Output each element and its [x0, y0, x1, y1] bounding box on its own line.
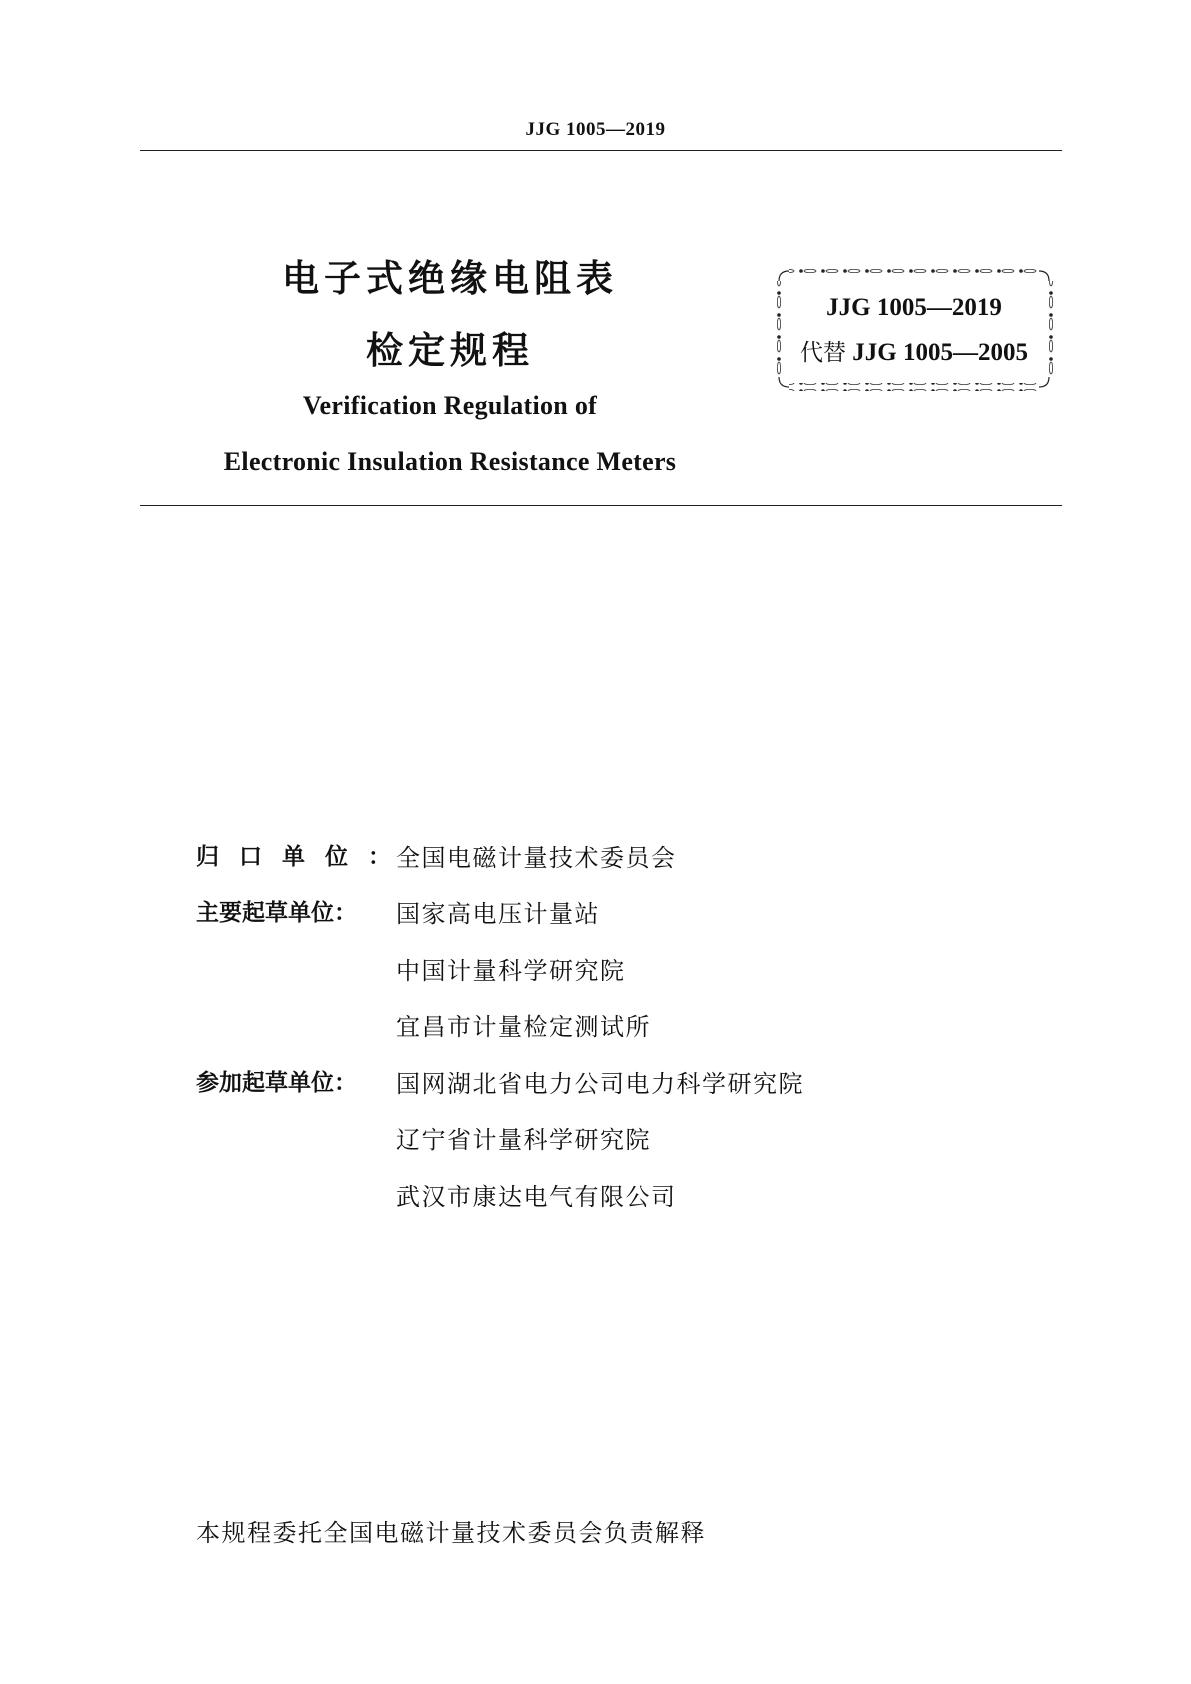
replace-prefix: 代替 — [800, 340, 847, 366]
interpretation-note: 本规程委托全国电磁计量技术委员会负责解释 — [196, 1519, 706, 1547]
main-drafting-unit-label: 主要起草单位： — [196, 900, 357, 926]
title-divider — [140, 505, 1062, 506]
decorative-dotted-frame — [775, 267, 1053, 391]
title-english-line-1: Verification Regulation of — [302, 391, 598, 420]
responsible-unit-value: 全国电磁计量技术委员会 — [396, 844, 677, 872]
title-english-line-2: Electronic Insulation Resistance Meters — [223, 447, 677, 476]
title-chinese-line-2: 检定规程 — [366, 329, 534, 372]
header-divider — [140, 150, 1062, 151]
replaced-standard — [775, 334, 1053, 367]
header-standard-code: JJG 1005—2019 — [525, 119, 666, 140]
responsible-unit-label: 归口单位： — [196, 844, 391, 870]
participating-drafting-unit-label: 参加起草单位： — [196, 1070, 357, 1096]
main-drafting-unit: 中国计量科学研究院 — [396, 957, 626, 985]
participating-drafting-unit: 武汉市康达电气有限公司 — [396, 1183, 677, 1211]
participating-drafting-unit: 国网湖北省电力公司电力科学研究院 — [396, 1070, 804, 1098]
standard-code: JJG 1005—2019 — [826, 294, 1002, 321]
main-drafting-unit: 国家高电压计量站 — [396, 900, 600, 928]
standard-code-box — [775, 267, 1053, 391]
title-chinese-line-1: 电子式绝缘电阻表 — [282, 257, 618, 300]
replaced-standard-code: JJG 1005—2005 — [852, 339, 1028, 366]
main-drafting-unit: 宜昌市计量检定测试所 — [396, 1013, 651, 1041]
participating-drafting-unit: 辽宁省计量科学研究院 — [396, 1126, 651, 1154]
